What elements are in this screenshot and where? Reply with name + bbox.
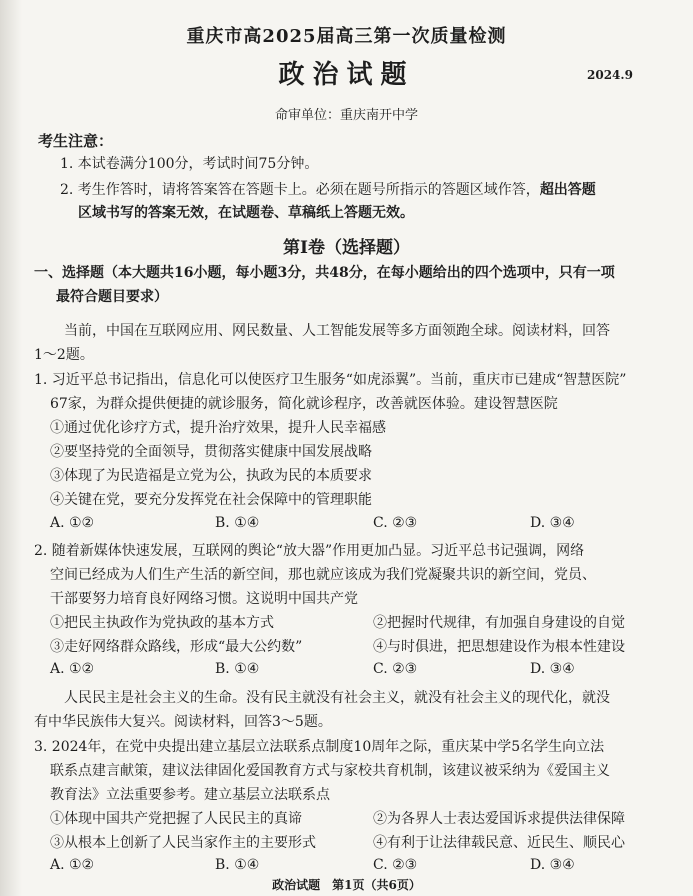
q1-stem-cont: 67家，为群众提供便捷的就诊服务，简化就诊程序，改善就医体验。建设智慧医院 [50,396,558,412]
subject-title: 政治试题 [278,60,415,90]
volume-heading: 第Ⅰ卷（选择题） [283,238,410,258]
note-item-2-cont: 区域书写的答案无效，在试题卷、草稿纸上答题无效。 [78,205,414,221]
q3-option-b: B. ①④ [215,857,260,873]
exam-title: 重庆市高2025届高三第一次质量检测 [186,26,507,47]
material-intro-1: 当前，中国在互联网应用、网民数量、人工智能发展等多方面领跑全球。阅读材料，回答 [64,323,610,339]
q2-stem-cont-1: 空间已经成为人们生产生活的新空间，那也就应该成为我们党凝聚共识的新空间，党员、 [50,567,596,583]
note-item-2-text: 2. 考生作答时，请将答案答在答题卡上。必须在题号所指示的答题区域作答， [60,182,540,198]
q3-statement-3: ③从根本上创新了人民当家作主的主要形式 [50,835,316,851]
scan-binding-shadow [0,0,22,896]
q3-option-d: D. ③④ [530,857,575,873]
q2-option-d: D. ③④ [530,661,575,677]
setter-unit: 命审单位：重庆南开中学 [274,108,418,123]
q1-statement-4: ④关键在党，要充分发挥党在社会保障中的管理职能 [50,492,372,508]
q3-option-c: C. ②③ [373,857,418,873]
q1-statement-3: ③体现了为民造福是立党为公，执政为民的本质要求 [50,468,372,484]
q1-option-c: C. ②③ [373,515,418,531]
material-intro-2-cont: 有中华民族伟大复兴。阅读材料，回答3～5题。 [34,714,332,730]
section-heading: 一、选择题（本大题共16小题，每小题3分，共48分，在每小题给出的四个选项中，只有一项 [34,265,615,281]
q1-statement-1: ①通过优化诊疗方式，提升治疗效果，提升人民幸福感 [50,420,386,436]
note-item-1: 1. 本试卷满分100分，考试时间75分钟。 [60,156,319,172]
q2-statement-4: ④与时俱进，把思想建设作为根本性建设 [373,639,625,655]
q3-stem-cont-1: 联系点建言献策，建议法律固化爱国教育方式与家校共育机制，该建议被采纳为《爱国主义 [50,763,610,779]
q1-stem: 1. 习近平总书记指出，信息化可以使医疗卫生服务“如虎添翼”。当前，重庆市已建成“智慧医院” [34,372,627,388]
q2-statement-3: ③走好网络群众路线，形成“最大公约数” [50,639,303,655]
q2-option-b: B. ①④ [215,661,260,677]
notes-heading: 考生注意： [38,132,114,150]
q2-option-a: A. ①② [50,661,95,677]
q1-option-b: B. ①④ [215,515,260,531]
exam-date: 2024.9 [587,68,633,82]
q2-option-c: C. ②③ [373,661,418,677]
q2-statement-2: ②把握时代规律，有加强自身建设的自觉 [373,615,625,631]
q3-statement-2: ②为各界人士表达爱国诉求提供法律保障 [373,811,625,827]
q1-statement-2: ②要坚持党的全面领导，贯彻落实健康中国发展战略 [50,444,372,460]
page-footer: 政治试题 第1页（共6页） [272,878,421,892]
q1-option-a: A. ①② [50,515,95,531]
q2-statement-1: ①把民主执政作为党执政的基本方式 [50,615,274,631]
q3-option-a: A. ①② [50,857,95,873]
q3-stem-cont-2: 教育法》立法重要参考。建立基层立法联系点 [50,787,330,803]
q3-statement-1: ①体现中国共产党把握了人民民主的真谛 [50,811,302,827]
q1-option-d: D. ③④ [530,515,575,531]
section-heading-cont: 最符合题目要求） [56,289,168,305]
q3-statement-4: ④有利于让法律载民意、近民生、顺民心 [373,835,625,851]
q2-stem: 2. 随着新媒体快速发展，互联网的舆论“放大器”作用更加凸显。习近平总书记强调，网络 [34,543,585,559]
note-item-2-bold: 超出答题 [539,182,596,198]
material-intro-2: 人民民主是社会主义的生命。没有民主就没有社会主义，就没有社会主义的现代化，就没 [64,690,610,706]
note-item-2 [60,180,596,200]
material-intro-1-cont: 1～2题。 [34,347,94,363]
q2-stem-cont-2: 干部要努力培育良好网络习惯。这说明中国共产党 [50,591,358,607]
q3-stem: 3. 2024年，在党中央提出建立基层立法联系点制度10周年之际，重庆某中学5名学生向立法 [34,739,605,755]
